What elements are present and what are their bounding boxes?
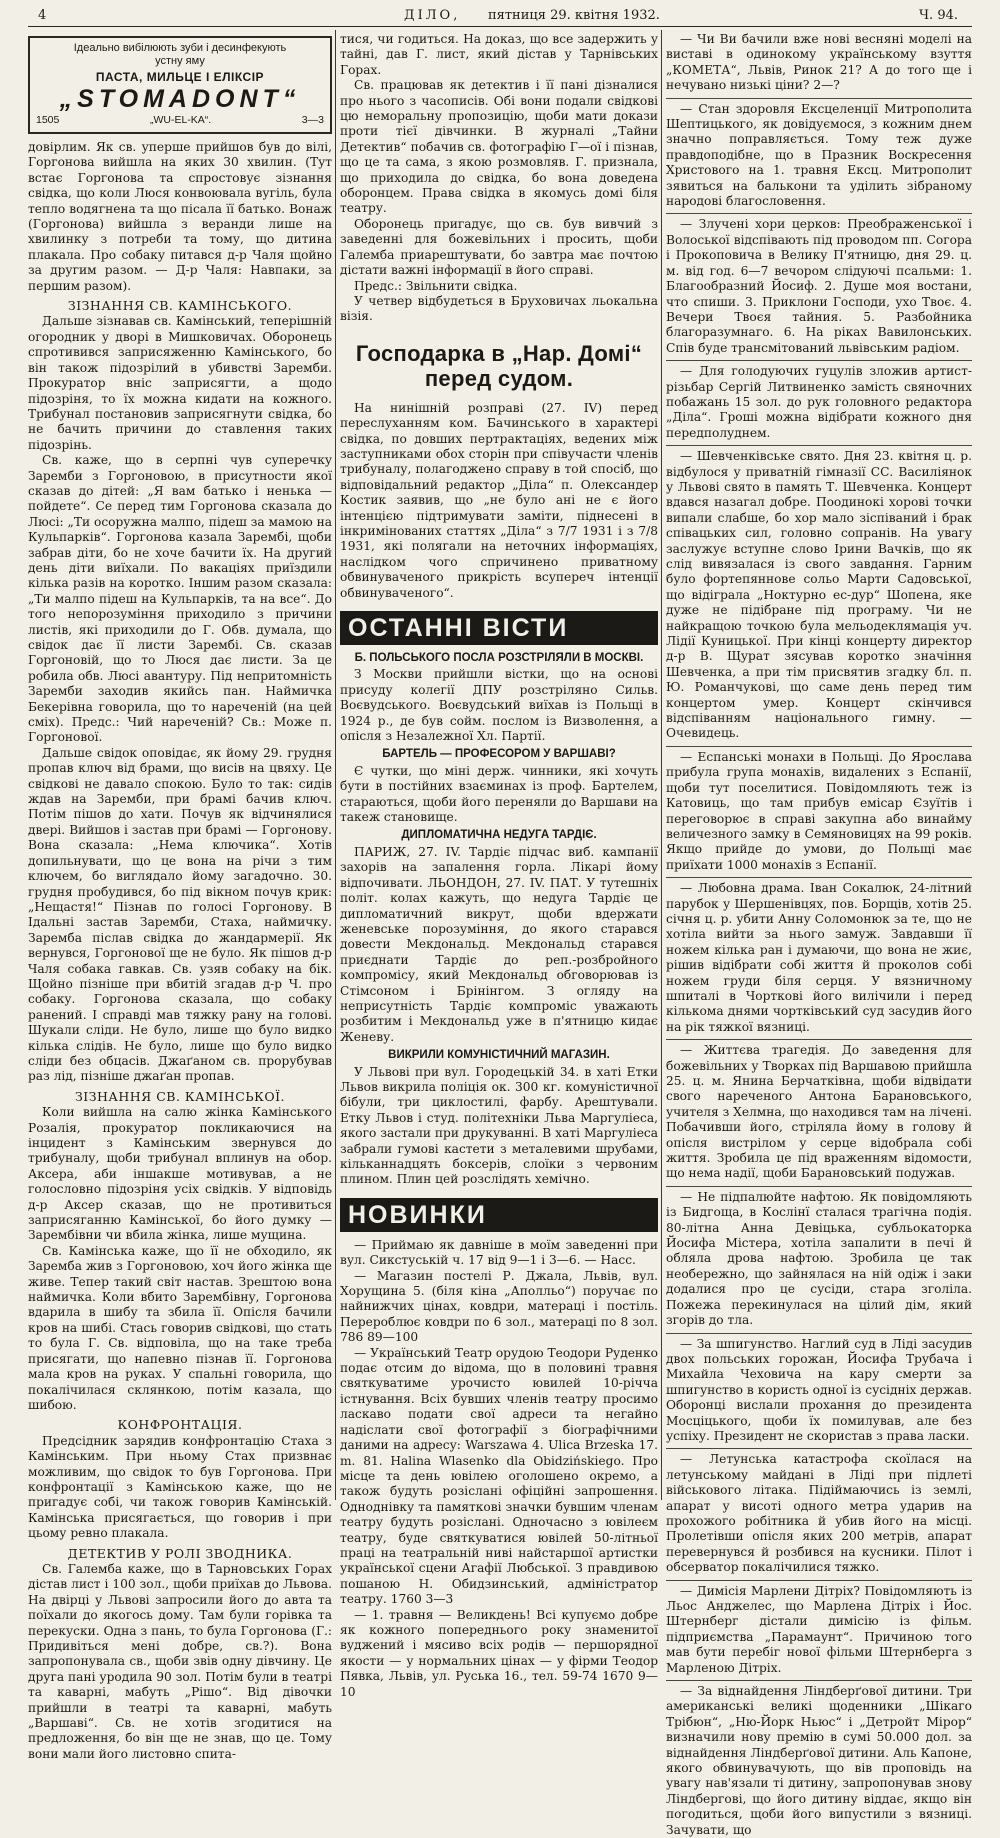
article-paragraph: довірлим. Як св. уперше прийшов був до вілі, Горгонова вийшла на яких 30 хвилин. (Тут встає Горгонова та спростовує зізнання свідка, що коли Люся конвоювала вугіль, була тепло водягнена та що пісала її батько. Вонаж (Горгонова) вийшла з веранди лише на хвилинку з потреби та тому, що дитина плакала. Про собаку питався д-р Чаля щойно за другим разом. — Д-р Чаля: Навпаки, за першим разом). (28, 140, 332, 293)
item-divider (666, 213, 972, 214)
article-paragraph: Предс.: Звільнити свідка. (354, 278, 518, 293)
ad-run: 3—3 (301, 114, 324, 127)
item-divider (666, 746, 972, 747)
ad-product: ПАСТА, МИЛЬЦЕ І ЕЛІКСІР (95, 70, 265, 84)
article-paragraph: Св. Камінська каже, що її не обходило, як Заремба жив з Горгоновою, хоч його жінка ще живе. Тепер такий світ настав. Зрештою вона наймичка. Коли вбито Зарембівну, Горгонова вдарила в шибу та збила її. Опісля бачили кров на шибі. Стась говорив свідкові, що стать то була Г. Св. відповіла, що на таке треба присягати, що напевно пізнав її. Горгонова мала кров на руках. У спальні говорила, що покалічилася склянкою, потім казала, що шибою. (28, 1243, 332, 1412)
news-item: — Не підпалюйте нафтою. Як повідомляють із Бидгоща, в Кослінї сталася трагічна подія. 80-літна Анна Девіцька, субльокаторка Йосифа Містера, хотіла запалити в печі й обляла дрова нафтою. Зробила це так необережно, що зайнялася на ній одіж і заки додалися про це сусіди, стара зголіла. Пожежа перекинулася на цілий дім, який згорів до тла. (666, 1189, 972, 1328)
article-paragraph: Св. працював як детектив і її пані дізналися про нього з часописів. Обі вони подали свідкові цю неморальну пропозицію, щоби мати докази проти тієї дівчинки. В журналі „Тайни Детектив“ побачив св. фотографію Г—ої і пізнав, що це та сама, з якою розмовляв. Г. признала, що приходила до свідка, бо вона доведена оборонцем. Права свідка в якомусь домі біля театру. (340, 78, 658, 216)
news-item: — Злучені хори церков: Преображенської і Волоської відспівають під проводом пп. Согора і Прокоповича в Велику П'ятницю, дня 29. ц. м. від год. 6—7 вечором слідуючі псальми: 1. Благообразний Йосиф. 2. Душе моя востани, что спиши. 3. Приклони Господи, ухо Твоє. 4. Вечери Твоєя тайния. 5. Разбойника благоразумнаго. 6. На ріках Вавилонських. Спів буде трансмітований львівським радіом. (666, 217, 972, 355)
column-2 (340, 32, 658, 1699)
item-divider (666, 1580, 972, 1581)
article-paragraph: У четвер відбудеться в Бруховичах льокальна візія. (340, 293, 658, 324)
column-3 (666, 32, 972, 1837)
section-heading: ДЕТЕКТИВ У РОЛІ ЗВОДНИКА. (67, 1545, 293, 1561)
column-divider (661, 30, 662, 1500)
item-divider (666, 1186, 972, 1187)
paper-title: ДІЛО, (404, 8, 461, 23)
news-item: — Життєва трагедія. До заведення для божевільних у Творках під Варшавою прийшла 25. ц. м. Янина Берчатківна, щоби відвідати свого нареченого Антона Барановського, учителя з Хелмна, що находився там на лічені. Побачивши його, стріляла йому в голову й опісля вистрілом у серце відобрала собі життя. Зробила це під враженням відомости, що нема надії, щоби Барановський подужав. (666, 1043, 972, 1181)
section-banner-novelties: НОВИНКИ (340, 1198, 658, 1232)
masthead-rule (28, 26, 972, 27)
news-item: — Еспанські монахи в Польщі. До Ярослава прибула група монахів, видалених з Еспанії, щоби тут поселитися. Повідомляють теж із Катовиць, що там прибув емісар Єзуїтів і переговорює в справі закупна або винайму величезного замку в Семяновицях на 99 років. Якщо прийде до умови, до Польщі має приїхати 1000 монахів з Еспанії. (666, 749, 972, 872)
page-number: 4 (38, 8, 47, 23)
classified-item: — Приймаю як давніше в моїм заведенні при вул. Сикстуській ч. 17 від 9—1 і 3—6. — Насс. (340, 1237, 658, 1268)
item-divider (666, 360, 972, 361)
news-body: ПАРИЖ, 27. IV. Тардіє підчас виб. кампанії захорів на запалення горла. Лікарі йому відпочивати. ЛЬОНДОН, 27. IV. ПАТ. У тутешніх політ. колах кажуть, що недуга Тардіє це дипломатичний викрут, щоби вдержати женевське порозуміння, до якого старався довести Мекдональд. Мекдональд старався приєднати Тардіє до реп.-розбройного компромісу, який Мекдональд обговорював із Стімсоном і Брінінгом. З огляду на неприсутність Тардіє компроміс уважають розбитим і Мекдональд уже в п'ятницю кидає Женеву. (340, 844, 658, 1044)
item-divider (666, 877, 972, 878)
ad-code: 1505 (36, 114, 60, 127)
item-divider (666, 1333, 972, 1334)
article-paragraph: Дальше свідок оповідає, як йому 29. грудня пропав ключ від брами, що висів на цвяху. Це свідкові не давало спокою. Було то так: сидів ждав на Заремби, при брамі бачив ключ. Потім пішов до хати. Почув як відчинялися двері. Вийшов і застав при брамі — Горгонову. Вона сказала: „Нема ключика“. Хотів допильнувати, що це вона на річи з тим ключем, бо виглядало йому загадочно. 30. грудня пробудився, бо під вікном почув крик: „Нещастя!“ Пізнав по голосі Горгонову. В Ідальні застав Заремби, Стаха, наймичку. Заремба післав свідка до жандармерії. Як вернувся, Горгонової ще не було. Як пішов д-р Чаля собака гавкав. Св. узяв собаку на бік. Щойно пізніше при вбитій згадав д-р Ч. про собаку. Горгонова сказала, що собаку ранений. І справді мав тяжку рану на голові. Шукали сліди. Не було, лише що було видко кілька слідів. Не було, лише що було видко сліди без обцасів. Джаґаном св. прорубував раз лід, пізніше джаґан пропав. (28, 745, 332, 1084)
classified-item: — Магазин постелі Р. Джала, Львів, вул. Хорущина 5. (біля кіна „Аполльо“) поручає по найнижчих цінах, ковдри, матераці і постіль. Перероблює ковдри по 6 зол., матераці по 8 зол. 786 89—100 (340, 1268, 658, 1345)
ad-maker: „WU-EL-KA“. (149, 114, 212, 127)
item-divider (666, 1039, 972, 1040)
ad-line: Ідеально вибілюють зуби і десинфекують (73, 42, 287, 54)
article-paragraph: Коли вийшла на салю жінка Камінського Розалія, прокуратор покликаючися на інцидент з Камінським звернувся до трибуналу, щоби трибунал вплинув на обор. Аксера, аби іншакше мотивував, а не голословно підозріня усіх свідків. У відповідь д-р Аксер сказав, що не противиться заприсяганню Камінської, бо його думку — Зарембівни чи вбила жінка, лише мущина. (28, 1105, 332, 1243)
column-divider (335, 30, 336, 1500)
issue-date: пятниця 29. квітня 1932. (488, 8, 660, 23)
item-divider (666, 1680, 972, 1681)
masthead (28, 6, 978, 26)
news-item: — Любовна драма. Іван Сокалюк, 24-літний парубок у Шершенівцях, пов. Борщів, хотів 25. січня ц. р. убити Анну Соломонюк за те, що не хотіла вийти за нього замуж. Завдавши її ножем кілька ран і думаючи, що вона не жиє, рішив відібрати собі життя й проколов собі ножем груди біля серця. У вязничному шпиталі в Чорткові його вилічили і перед кількома днями чортківський суд засудив його на рік тяжкої вязниці. (666, 881, 972, 1034)
article-paragraph: Оборонець пригадує, що св. був вивчий з заведенні для божевільних і просить, щоби Галемба приарештувати, бо завтра має почтою дістати важні інформації в його справі. (340, 216, 658, 278)
item-divider (666, 98, 972, 99)
article-paragraph: тися, чи годиться. На доказ, що все задержить у тайні, дав Г. лист, який дістав у Тарнівських Горах. (340, 32, 658, 77)
article-headline: Господарка в „Нар. Домі“ перед судом. (355, 340, 643, 391)
news-body: Є чутки, що міні держ. чинники, які хочуть бути в постійних взаєминах із проф. Бартелем, стараються, щоби його переняли до Варшави на такеж становище. (340, 763, 658, 825)
issue-number: Ч. 94. (919, 8, 958, 23)
classified-item: — 1. травня — Великдень! Всі купуємо добре як кожного попереднього року знаменитої вуджений і мясиво всіх родів — першорядної якости — у нормальних цінах — у фірми Теодор Пявка, Львів, ул. Руська 16., тел. 59-74 1670 9—10 (340, 1607, 658, 1699)
ad-brand: „STOMADONT“ (59, 85, 301, 114)
news-item: — Шевченківське свято. Дня 23. квітня ц. р. відбулося у приватній гімназії СС. Василіянок у Львові свято в память Т. Шевченка. Концерт вдався назагал добре. Поодинокі хорові точки випали слабше, бо хор мало зіспіваний і брак співацьких сил, головно сопранів. На увагу заслужує вступне слово Ірини Вачків, що як слід вивязалася із свого завдання. Гарним було фортепяннове сольо Марти Садовської, що відіграла „Ноктурно ес-дур“ Шопена, яке дуже не підібране під програму. Чи не найкращою точкою була мельодеклямація уч. Лідії Куницької. При кінці концерту директор д-р В. Щурат зясував коротко значіння Шевченка, а при тім присвятив згадку бл. п. Ю. Романчукові, що саме день перед тим концертом умер. Концерт скінчився відспіванням національного гимну. — Очевидець. (666, 449, 972, 741)
section-banner-latest-news: ОСТАННІ ВІСТИ (340, 611, 658, 645)
article-paragraph: Св. Галемба каже, що в Тарновських Горах дістав лист і 100 зол., щоби приїхав до Львова. На двірці у Львові запросили його до авта та поїхали до якогось дому. Там були горівка та перекуски. Одна з пань, то була Горгонова (Г.: Придивіться мені добре, св.?). Вона запропонувала св., щоби звів одну дівчину. Це друга пані уродила 90 зол. Потім були в театрі та каварні, мабуть „Рішо“. Від дівочки прийшли в театрі та каварні, мабуть „Варшаві“. Св. не хотів згодитися на предложення, бо він ще не знав, що це. Тому вони мали його листовно спита- (28, 1561, 332, 1761)
news-headline: Б. ПОЛЬСЬКОГО ПОСЛА РОЗСТРІЛЯЛИ В МОСКВІ. (354, 652, 644, 664)
section-heading: КОНФРОНТАЦІЯ. (117, 1417, 243, 1433)
news-headline: ДИПЛОМАТИЧНА НЕДУГА ТАРДІЄ. (401, 829, 597, 842)
item-divider (666, 445, 972, 446)
classified-item: — Український Театр орудою Теодори Руденко подає отсим до відома, що в половині травня святкуватиме урочисто ювилей 10-річча істнування. Всіх бувших членів театру просимо ласкаво подати свої адреси та негайно надіслати свої фотографії з біографічними даними на адресу: Warszawa 4. Ulica Brzeska 17. m. 81. Halina Wlasenko dla Obidzińskiego. Про місце та день ювілею оголошено окремо, а також будуть розіслані офіційні запрошення. Одноднівку та памяткові значки бувшим членам театру будуть розіслані. Одночасно з ювілеєм театру, буде святкуватися ювілей 50-літньої праці на театральній ниві найстаршої артистки української сцени Агафії Любської. З правдивою пошаною Н. Обидзинський, адміністратор театру. 1760 3—3 (340, 1345, 658, 1607)
article-paragraph: Предсідник зарядив конфронтацію Стаха з Камінським. При ньому Стах призвнає можливим, що свідок то був Горгонова. При конфронтації з Камінською каже, що не пригадує собі, чи також говорив Камінській. Камінська присягається, що говорив і при цьому ревно плакала. (28, 1433, 332, 1541)
article-paragraph: Св. каже, що в серпні чув суперечку Заремби з Горгоновою, в присутности якої сказав до дітей: „Я вам батько і ненька — пойдете“. Се перед тим Горгонова сказала до Люсі: „Ти осоружна малпо, підеш за мамою на Кульпарків“. Горгонова казала Зарембі, щоби забрав діти, бо не хоче бачити їх. На другий день діти виїхали. По вакаціях приїздили кілька разів на коротко. Іншим разом сказала: „Ти малпо підеш на Кульпарків, та на все“. До того непорозуміння приходило з причини листів, які приходили до Г. Обв. думала, що свідок дає її листи Зарембі. Св. сказав Горгоновій, що то Люся дає листи. За це робила обв. Люсі авантуру. Під непритомність Заремби заходив якийсь пан. Наймичка Бекерівна говорила, що то нареченій (на цей сміх). Предс.: Чий нареченій? Св.: Може п. Горгонової. (28, 453, 332, 745)
section-heading: ЗІЗНАННЯ СВ. КАМІНСЬКОЇ. (74, 1088, 286, 1104)
news-item: — Стан здоровля Ексцеленції Митрополита Шептицького, як довідуємося, з кожним днем значно поправляється. Тому теж дуже правдоподібне, що в Празник Воскресення Христового на 1. травня Ексц. Митрополит зявиться на балькони та уділить зібраному народові благословення. (666, 101, 972, 209)
news-item: — За віднайдення Ліндберґової дитини. Три американські великі щоденники „Шікаго Трібюн“, „Ню-Йорк Ньюс“ і „Детройт Мірор“ визначили нову премію в сумі 50.000 дол. за віднайдення Ліндберґової дитини. Аль Капоне, якого обвинувачують, що вів проповідь на увагу нав'язали ті дитину, запропонував знову Ліндбергові, що його дитину віддає, якщо він погодиться, щоби його випустили з вязниці. Зачувати, що (666, 1684, 972, 1837)
article-paragraph: На нинішній розправі (27. IV) перед переслуханням ком. Бачинського в характері свідка, по довших пертрактаціях, ведених між заступниками обох сторін при співучасти членів трибуналу, полагоджено справу в той спосіб, що відповідальний редактор „Діла“ п. Олександер Костик заявив, що „не було ані не є його інтенцією підтримувати заміти, піднесені в інкримінованих статтях „Діла“ з 7/7 1931 і з 7/8 1931, які полягали на неточних інформаціях, наслідком чого спричинено приватному обвинуваченого прикрість всупереч інтенції обвинуваченого“. (340, 400, 658, 600)
news-item: — Димісія Марлени Дітріх? Повідомляють із Льос Анджелес, що Марлена Дітріх і Йос. Штернберг дістали димісію із фільм. підприємства „Парамаунт“. Причиною того мав бути перебіг нової фільми Штернберга з Марленою Дітріх. (666, 1583, 972, 1675)
news-item: — Летунська катастрофа скоїлася на летунському майдані в Ліді при підлеті військового літака. Підіймаючись із землі, апарат у висоті одного метра ударив на прохожого робітника й убив його на місці. Пролетівши опісля яких 200 метрів, апарат перевернувся й розбився на кусники. Пілот і обсерватор покалічилися тяжко. (666, 1452, 972, 1575)
item-divider (666, 1448, 972, 1449)
news-item: — Чи Ви бачили вже нові весняні моделі на виставі в одинокому українському взуття „КОМЕТА“, Львів, Ринок 21? А до того ще і нечувано низькі ціни? 2—? (666, 32, 972, 93)
column-1 (28, 32, 332, 1761)
stomadont-ad (28, 36, 332, 134)
news-body: У Львові при вул. Городецькій 34. в хаті Етки Львов викрила поліція ок. 300 кг. комуністичної бібули, три циклостилі, фарбу. Арештували. Етку Львов і студ. політехніки Льва Маргуліеса, якого застали при друкуванні. В хаті Маргуліеса забрали гумові кастети з металевими шрубами, кільканнадцять боксерів, слоїки з червоним плином. Плин цей розслідять хемічно. (340, 1064, 658, 1187)
section-heading: ЗІЗНАННЯ СВ. КАМІНСЬКОГО. (67, 298, 293, 314)
news-headline: БАРТЕЛЬ — ПРОФЕСОРОМ У ВАРШАВІ? (382, 748, 616, 761)
news-body: З Москви прийшли вістки, що на основі присуду колегії ДПУ розстріляно Сильв. Воєвудського. Воєвудський виїхав із Польщі в 1924 р., де був сойм. послом із Визволення, а опісля з Незалежної Хл. Партії. (340, 667, 658, 744)
news-headline: ВИКРИЛИ КОМУНІСТИЧНИЙ МАГАЗИН. (388, 1049, 610, 1062)
news-item: — Для голодуючих гуцулів зложив артист-різьбар Сергій Литвиненко замість свяночних побажань 15 зол. до рук головного редактора „Діла“. Гроші можна відібрати кожного дня передполуднем. (666, 364, 972, 440)
article-paragraph: Дальше зізнавав св. Камінський, теперішній огородник у дворі в Мишковичах. Оборонець спротивився заприсяженню Камінського, бо він також підозрілий в убивстві Заремби. Прокуратор вніс заприсягти, а щодо підозріня, то їх можна кидати на кожного. Трибунал постановив заприсягнути свідка, бо не бачить причини до ставлення таких підозрінь. (28, 314, 332, 452)
news-item: — За шпигунство. Наглий суд в Ліді засудив двох польських горожан, Йосифа Трубача і Михайла Чеховича на кару смерти за шпигунство в користь одної із сусідніх держав. Оборонці вислали прохання до президента Мосціцького, щоби їх помилував, але без успіху. Президент не скористав з права ласки. (666, 1336, 972, 1443)
ad-line: устну яму (155, 55, 205, 67)
